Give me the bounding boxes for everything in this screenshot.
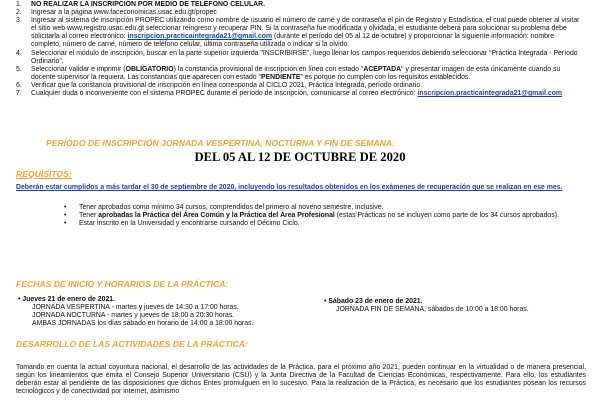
- step-number: 3.: [16, 17, 22, 25]
- fechas-title: FECHAS DE INICIO Y HORARIOS DE LA PRÁCTICA:: [16, 279, 229, 289]
- step-text: ) la constancia provisional de inscripción en línea con estado ": [173, 65, 364, 73]
- step-number: 6.: [16, 81, 22, 89]
- schedule-line: JORNADA VESPERTINA - martes y jueves de 14:30 a 17:00 horas.: [32, 304, 239, 312]
- bullet-icon: •: [64, 212, 67, 220]
- step-7: [16, 90, 582, 98]
- requirement-item: [64, 220, 594, 228]
- support-email-link[interactable]: inscripcion.practicaintegrada21@gmail.com: [127, 33, 273, 41]
- schedule-head: [324, 298, 594, 306]
- requirement-text: (estas Prácticas no se incluyen como parte de los 34 cursos aprobados).: [334, 212, 559, 220]
- step-text-continued: (durante el período del 05 al 12 de octubre) y proporcionar la siguiente información: nombre completo, número de carné, número de teléfono celular, última contraseña utilizada o indicar si la olvido.: [31, 33, 555, 49]
- step-text: Cualquier duda o inconveniente con el sistema PROPEC durante el período de inscripción, comunicarse al correo electrónico:: [31, 90, 418, 98]
- step-2: [16, 9, 582, 17]
- step-number: 4.: [16, 49, 22, 57]
- step-number: 7.: [16, 90, 22, 98]
- step-3: [16, 17, 582, 49]
- requirement-text: Tener aprobados como mínimo 34 cursos, comprendidos del primero al noveno semestre, inclusive.: [79, 204, 384, 211]
- requirement-bold: aprobadas la Práctica del Área Común y la Práctica del Área Profesional: [98, 212, 335, 220]
- step-text: Ingresar a la página: [31, 9, 94, 17]
- step-text: Seleccionar el módulo de inscripción, buscar en la parte superior izquierda "INSCRIBIRSE", luego llenar los campos requeridos debiendo seleccionar "Práctica Integrada - Período Ordinario".: [31, 49, 578, 65]
- requirement-item: [64, 212, 594, 220]
- obligatorio-label: OBLIGATORIO: [125, 65, 174, 73]
- propec-url[interactable]: www.faceconomicas.usac.edu.gt/propec: [93, 9, 217, 17]
- desarrollo-paragraph: Tomando en cuenta la actual coyuntura nacional, el desarrollo de las actividades de la Práctica, para el próximo año 2021, pueden continuar en la virtualidad o de manera presencial, según los lineamientos que emita el Consejo Superior Universitario (CSU) y la Junta Directiva de la Facultad de Ciencias Económicas, respectivamente. Para ello, los estudiantes deberán estar al pendiente de las disposiciones que dichos Entes promulguen en lo sucesivo. Para la realización de la Práctica, es necesario que los estudiantes posean los recursos tecnológicos y de conectividad por internet, asimismo: [16, 364, 586, 396]
- step-1: [16, 1, 582, 9]
- schedule-sabado: [324, 298, 594, 314]
- support-email-link[interactable]: inscripcion.practicaintegrada21@gmail.com: [417, 90, 563, 98]
- date-range-title: DEL 05 AL 12 DE OCTUBRE DE 2020: [194, 150, 406, 164]
- pendiente-label: PENDIENTE: [260, 73, 301, 81]
- step-text: Ingresar al sistema de inscripción PROPEC utilizando como nombre de usuario el número de carné y de contraseña el pin de Registro y Estadística, el cual puede obtener al visitar el sitio web www.registro.usac.edu.gt seleccionar reingreso y recuperar PIN. Si la contraseña fue modificada y olvidada, el estudiante deberá para solucionar su problema debe solicitarla al correo electrónico:: [31, 17, 580, 41]
- requirement-item: [64, 204, 594, 212]
- step-text: " es porque no cumplen con los requisitos establecidos.: [300, 73, 471, 81]
- step-text: NO REALIZAR LA INSCRIPCIÓN POR MEDIO DE TELÉFONO CELULAR.: [31, 1, 266, 8]
- step-6: [16, 82, 582, 90]
- step-number: 1.: [16, 1, 22, 8]
- schedule-line: AMBAS JORNADAS los días sábado en horario de 14:00 a 18:00 horas.: [32, 320, 254, 328]
- requirements-list: [64, 204, 594, 228]
- requisitos-heading: REQUISITOS:: [16, 169, 72, 179]
- bullet-icon: •: [18, 296, 23, 303]
- step-number: 2.: [16, 9, 22, 17]
- inscription-steps: [16, 1, 582, 98]
- requisitos-deadline: Deberán estar cumplidos a más tardar el 30 de septiembre de 2020, incluyendo los resultados obtenidos en los exámenes de recuperación que se realizan en ese mes.: [16, 184, 563, 191]
- schedule-date: Jueves 21 de enero de 2021.: [22, 296, 116, 303]
- bullet-icon: •: [64, 204, 67, 211]
- step-5: [16, 66, 582, 82]
- schedule-line: JORNADA FIN DE SEMANA, sábados de 10:00 a 18:00 horas.: [336, 306, 529, 314]
- step-4: [16, 50, 582, 66]
- schedule-date: Sábado 23 de enero de 2021.: [328, 298, 423, 305]
- step-number: 5.: [16, 65, 22, 73]
- schedule-jueves: [18, 296, 318, 328]
- aceptada-label: ACEPTADA: [363, 65, 402, 73]
- schedule-head: [18, 296, 318, 304]
- requirement-text: Estar inscrito en la Universidad y encontrarse cursando el Décimo Ciclo.: [79, 220, 300, 228]
- requirement-text: Tener: [79, 212, 99, 220]
- bullet-icon: •: [324, 298, 329, 305]
- bullet-icon: •: [64, 220, 67, 228]
- schedule-line: JORNADA NOCTURNA - martes y jueves de 18:00 a 20:30 horas.: [32, 312, 235, 320]
- period-title: PERÍODO DE INSCRIPCIÓN JORNADA VESPERTINA, NOCTURNA Y FIN DE SEMANA:: [46, 138, 395, 148]
- step-text: Verificar que la constancia provisional de inscripción en línea corresponda al CICLO 2021, Práctica Integrada, período ordinario.: [31, 81, 423, 89]
- step-text: Seleccionar validar e imprimir (: [31, 65, 126, 73]
- step-text: " y presentar imagen de esta únicamente cuando su docente supervisor la requiera. Las constancias que aparecen con estado ": [31, 65, 561, 81]
- desarrollo-title: DESARROLLO DE LAS ACTIVIDADES DE LA PRÁCTICA:: [16, 339, 248, 349]
